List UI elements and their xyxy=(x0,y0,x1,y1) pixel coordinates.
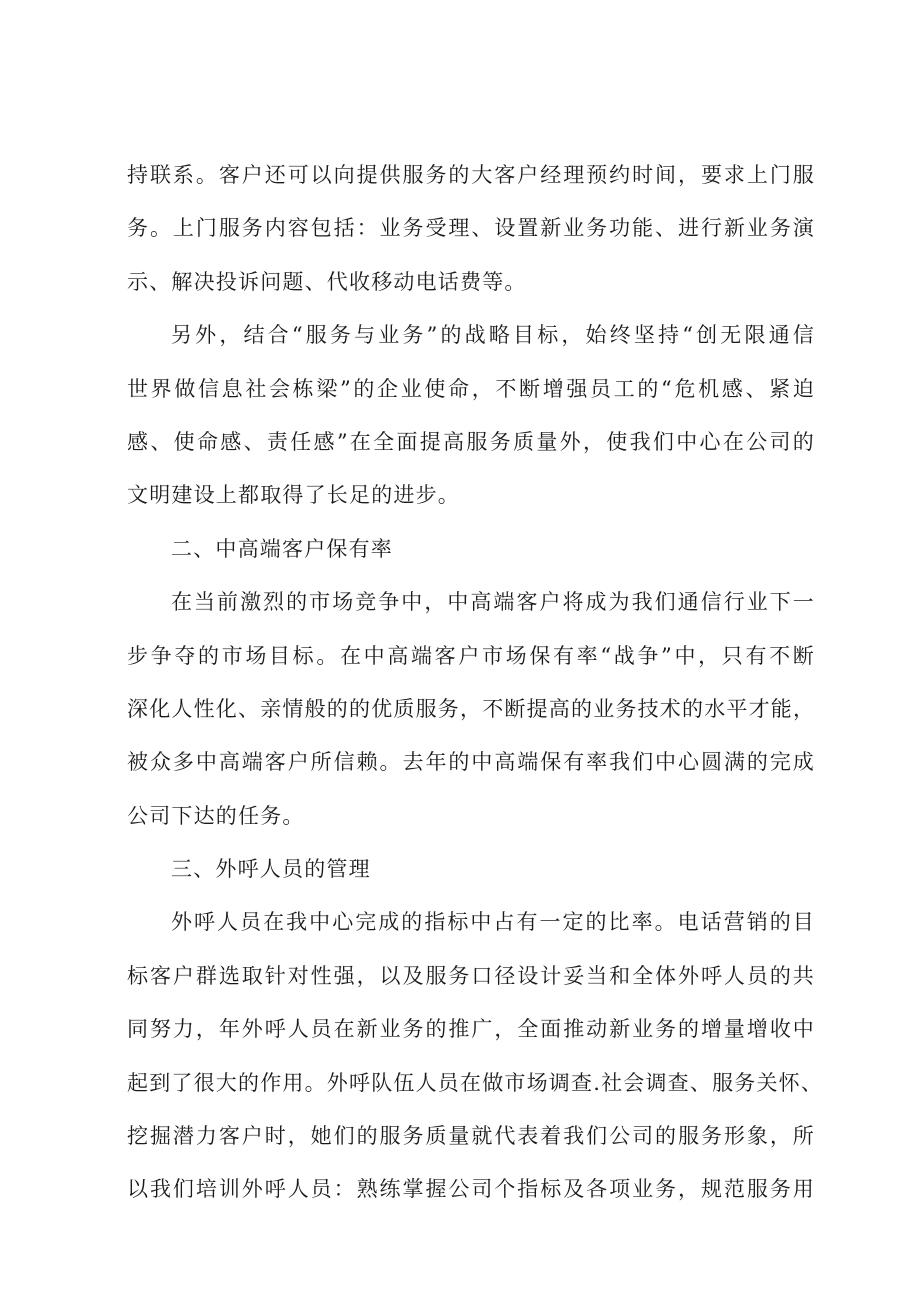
text-line: 以我们培训外呼人员：熟练掌握公司个指标及各项业务，规范服务用 xyxy=(127,1177,815,1202)
text-line: 步争夺的市场目标。在中高端客户市场保有率“战争”中，只有不断 xyxy=(127,643,815,668)
text-line: 外呼人员在我中心完成的指标中占有一定的比率。电话营销的目 xyxy=(171,910,815,935)
text-line: 世界做信息社会栋梁”的企业使命，不断增强员工的“危机感、紧迫 xyxy=(127,376,815,401)
text-line: 示、解决投诉问题、代收移动电话费等。 xyxy=(127,269,527,294)
text-line: 起到了很大的作用。外呼队伍人员在做市场调查.社会调查、服务关怀、 xyxy=(127,1070,824,1095)
text-line: 同努力，年外呼人员在新业务的推广，全面推动新业务的增量增收中 xyxy=(127,1017,815,1042)
text-line: 挖掘潜力客户时，她们的服务质量就代表着我们公司的服务形象，所 xyxy=(127,1124,815,1149)
text-line: 标客户群选取针对性强，以及服务口径设计妥当和全体外呼人员的共 xyxy=(127,963,815,988)
text-line: 务。上门服务内容包括：业务受理、设置新业务功能、进行新业务演 xyxy=(127,216,815,241)
text-line: 被众多中高端客户所信赖。去年的中高端保有率我们中心圆满的完成 xyxy=(127,750,815,775)
text-line: 文明建设上都取得了长足的进步。 xyxy=(127,483,460,508)
text-line: 深化人性化、亲情般的的优质服务，不断提高的业务技术的水平才能， xyxy=(127,696,816,721)
text-line: 公司下达的任务。 xyxy=(127,803,305,828)
text-line: 另外，结合“服务与业务”的战略目标，始终坚持“创无限通信 xyxy=(171,323,815,348)
section-heading: 二、中高端客户保有率 xyxy=(171,536,393,561)
section-heading: 三、外呼人员的管理 xyxy=(171,857,371,882)
text-line: 持联系。客户还可以向提供服务的大客户经理预约时间，要求上门服 xyxy=(127,163,815,187)
body-text xyxy=(127,153,824,1221)
text-line: 感、使命感、责任感”在全面提高服务质量外，使我们中心在公司的 xyxy=(127,429,815,454)
text-line: 在当前激烈的市场竞争中，中高端客户将成为我们通信行业下一 xyxy=(171,590,815,615)
